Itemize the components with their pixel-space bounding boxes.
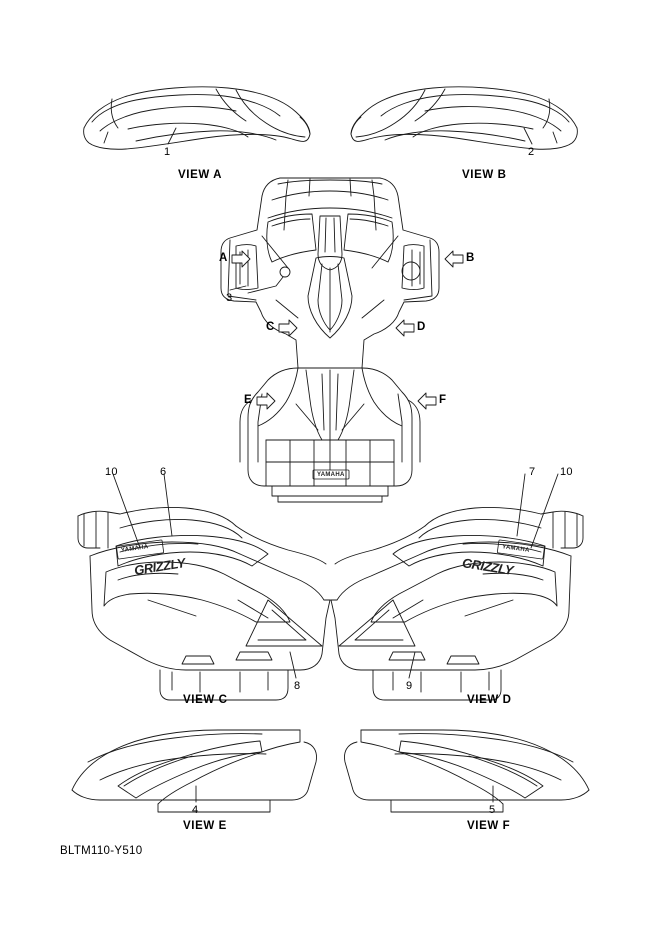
view-label-a: VIEW A: [178, 169, 223, 181]
callout-e: E: [244, 394, 252, 406]
view-c-artwork: [78, 507, 330, 700]
view-label-c: VIEW C: [183, 694, 228, 706]
decal-text-yamaha-center: YAMAHA: [317, 472, 345, 478]
decal-badge-shapes: [116, 470, 544, 559]
item-number-1: 1: [164, 146, 171, 158]
part-code: BLTM110-Y510: [60, 845, 143, 857]
callout-d: D: [417, 321, 426, 333]
item-number-2: 2: [528, 146, 535, 158]
view-e-artwork: [72, 730, 317, 812]
item-number-8: 8: [294, 680, 301, 692]
center-body-artwork: [221, 178, 439, 368]
decal-text-yamaha-left: YAMAHA: [120, 544, 149, 554]
view-label-e: VIEW E: [183, 820, 227, 832]
item-number-3: 3: [226, 292, 233, 304]
callout-c: C: [266, 321, 275, 333]
item-number-9: 9: [406, 680, 413, 692]
item-number-10-right: 10: [560, 466, 573, 478]
item-number-7: 7: [529, 466, 536, 478]
view-label-d: VIEW D: [467, 694, 512, 706]
callout-a: A: [219, 252, 228, 264]
decal-text-yamaha-right: YAMAHA: [501, 544, 530, 554]
callout-f: F: [439, 394, 447, 406]
callout-b: B: [466, 252, 475, 264]
center-rear-artwork: [240, 368, 420, 502]
item-number-6: 6: [160, 466, 167, 478]
decal-text-grizzly-right: GRIZZLY: [461, 555, 514, 578]
item-number-4: 4: [192, 804, 199, 816]
view-f-artwork: [345, 730, 590, 812]
item-number-5: 5: [489, 804, 496, 816]
view-label-b: VIEW B: [462, 169, 507, 181]
view-a-artwork: [84, 87, 310, 149]
view-b-artwork: [351, 87, 577, 149]
item-number-10-left: 10: [105, 466, 118, 478]
view-d-artwork: [331, 507, 583, 700]
decal-text-grizzly-left: GRIZZLY: [133, 555, 186, 578]
view-label-f: VIEW F: [467, 820, 511, 832]
